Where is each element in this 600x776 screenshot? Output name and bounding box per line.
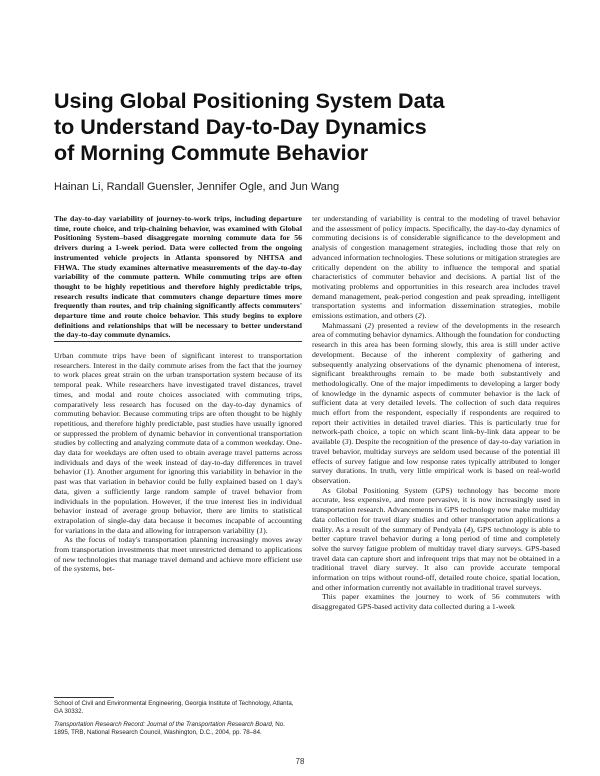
author-list: Hainan Li, Randall Guensler, Jennifer Ogle, and Jun Wang — [54, 181, 340, 193]
citation-ref: 1 — [259, 525, 264, 535]
right-p3-text-b: ), GPS technology is able to better capture travel behavior during a long period of time and completely solve the survey fatigue problem of multiday travel diary surveys. GPS-based travel data can capture short and infrequent trips that may not be obtained in a traditional travel diary survey. It also can provide accurate temporal information on trips without round-off, detailed route choice, spatial location, and other information currently not available in traditional travel surveys. — [312, 524, 560, 592]
affiliation-note: School of Civil and Environmental Engineering, Georgia Institute of Technology, Atlanta, GA 30332. — [54, 700, 294, 715]
right-paragraph-1 — [312, 214, 560, 321]
right-paragraph-2 — [312, 321, 560, 486]
intro-p1-text-c: ). — [263, 525, 268, 535]
right-p2-text: Mahmassani ( — [322, 320, 368, 330]
paper-title — [54, 88, 554, 166]
left-column — [54, 214, 302, 340]
footnote-divider — [54, 697, 114, 698]
right-p2-text-c: ). Despite the recognition of the presence of day-to-day variation in travel behavior, multiday surveys are seldom used because of the potential ill effects of survey fatigue and low response rates typically attributed to longer survey durations. In truth, very little empirical work is based on real-world observation. — [312, 437, 560, 485]
citation-ref: 1 — [86, 467, 91, 477]
introduction — [54, 351, 302, 574]
citation-note — [54, 721, 302, 737]
citation-details: No. 1895, TRB, National Research Council, Washington, D.C., 2004, pp. 78–84. — [54, 721, 285, 736]
right-column — [312, 214, 560, 612]
title-line-2: to Understand Day-to-Day Dynamics — [54, 115, 427, 139]
intro-paragraph-2: As the focus of today's transportation planning increasingly moves away from transportation investments that meet unrestricted demand to applications of new technologies that manage travel demand and achieve more efficient use of the systems, bet- — [54, 535, 302, 574]
citation-ref: 4 — [466, 524, 471, 534]
right-paragraph-3 — [312, 486, 560, 593]
intro-paragraph-1 — [54, 351, 302, 535]
citation-ref: 2 — [417, 311, 422, 321]
title-line-1: Using Global Positioning System Data — [54, 89, 445, 113]
abstract: The day-to-day variability of journey-to-work trips, including departure time, route choice, and trip-chaining behavior, was examined with Global Positioning System–based disaggregate morning commute data for 56 drivers during a 1-week period. Data were collected from the ongoing instrumented vehicle projects in Atlanta sponsored by NHTSA and FHWA. The study examines alternative measurements of the day-to-day variability of the commute pattern. While commuting trips are often thought to be highly repetitious and therefore highly predictable trips, research results indicate that commuters change departure times more frequently than routes, and trip chaining significantly affects commuters' departure time and route choice behavior. This study begins to explore definitions and relationships that will be necessary to better understand the day-to-day commute dynamics. — [54, 214, 302, 340]
right-p2-text-b: ) presented a review of the developments in the research area of commuting behavior dynamics. Although the foundation for conducting research in this area has been forming slowly, this area is still under active development. Because of the inherent complexity of gathering and subsequently analyzing observations of the dynamic phenomena of interest, significant breakthroughs remain to be made both substantively and methodologically. One of the major impediments to developing a larger body of knowledge in the dynamic aspects of commuter behavior is the lack of sufficient data at very detailed levels. The collection of such data requires much effort from the respondent, especially if respondents are required to report their activities in detailed travel diaries. This is particularly true for network-path choice, a topic on which scant link-by-link data appear to be available ( — [312, 320, 560, 447]
intro-p1-text: Urban commute trips have been of significant interest to transportation researchers. Interest in the daily commute arises from the fact that the journey to work places great strain on the urban transportation system because of its temporal peak. While researchers have investigated travel distances, travel times, and modal and route choices associated with commuting trips, comparatively less research has focused on the day-to-day dynamics of commuting behavior. Because commuting trips are often thought to be highly repetitious, and therefore highly predictable, past studies have usually ignored or suppressed the problem of dynamic behavior in conventional transportation studies by collecting and analyzing commute data of a common weekday. One-day data for weekdays are often used to obtain average travel patterns across individuals and days of the week instead of day-to-day differences in travel behavior ( — [54, 351, 302, 477]
right-paragraph-4: This paper examines the journey to work of 56 commuters with disaggregated GPS-based activity data collected during a 1-week — [312, 592, 560, 612]
title-line-3: of Morning Commute Behavior — [54, 141, 369, 165]
citation-ref: 2 — [367, 320, 372, 330]
citation-ref: 3 — [344, 437, 349, 447]
intro-p1-text-b: ). Another argument for ignoring this variability in behavior in the past was that variation in behavior could be fully explained based on 1 day's data, given a sufficiently large random sample of travel behavior from individuals in the population. However, if the true interest lies in individual behavior instead of average group behavior, there are limits to statistical extrapolation of single-day data because it becomes incapable of accounting for variations in the data and allowing for intraperson variability ( — [54, 467, 302, 535]
page-number: 78 — [295, 757, 305, 766]
journal-name: Transportation Research Record: Journal of the Transportation Research Board, — [54, 721, 274, 728]
abstract-divider — [54, 341, 302, 342]
footnotes — [54, 700, 302, 742]
right-p1-text: ter understanding of variability is central to the modeling of travel behavior and the assessment of policy impacts. Specifically, the day-to-day dynamics of commuting decisions is of considerable significance to the development and analysis of congestion management strategies, including those that rely on advanced information technologies. These solutions or mitigation strategies are critically dependent on the ability to influence the temporal and spatial characteristics of commuter behavior and decisions. A partial list of the motivating problems and opportunities in this research area includes travel demand management, peak-period congestion and peak spreading, intelligent transportation systems and information dissemination strategies, mobile emissions estimation, and others ( — [312, 214, 560, 321]
right-p1-end: ). — [421, 311, 427, 321]
right-p3-text: As Global Positioning System (GPS) technology has become more accurate, less expensive, and more pervasive, it is now increasingly used in transportation research. Advancements in GPS technology now make multiday data collection for travel diary studies and other transportation applications a reality. As a result of the summary of Pendyala ( — [312, 485, 560, 534]
